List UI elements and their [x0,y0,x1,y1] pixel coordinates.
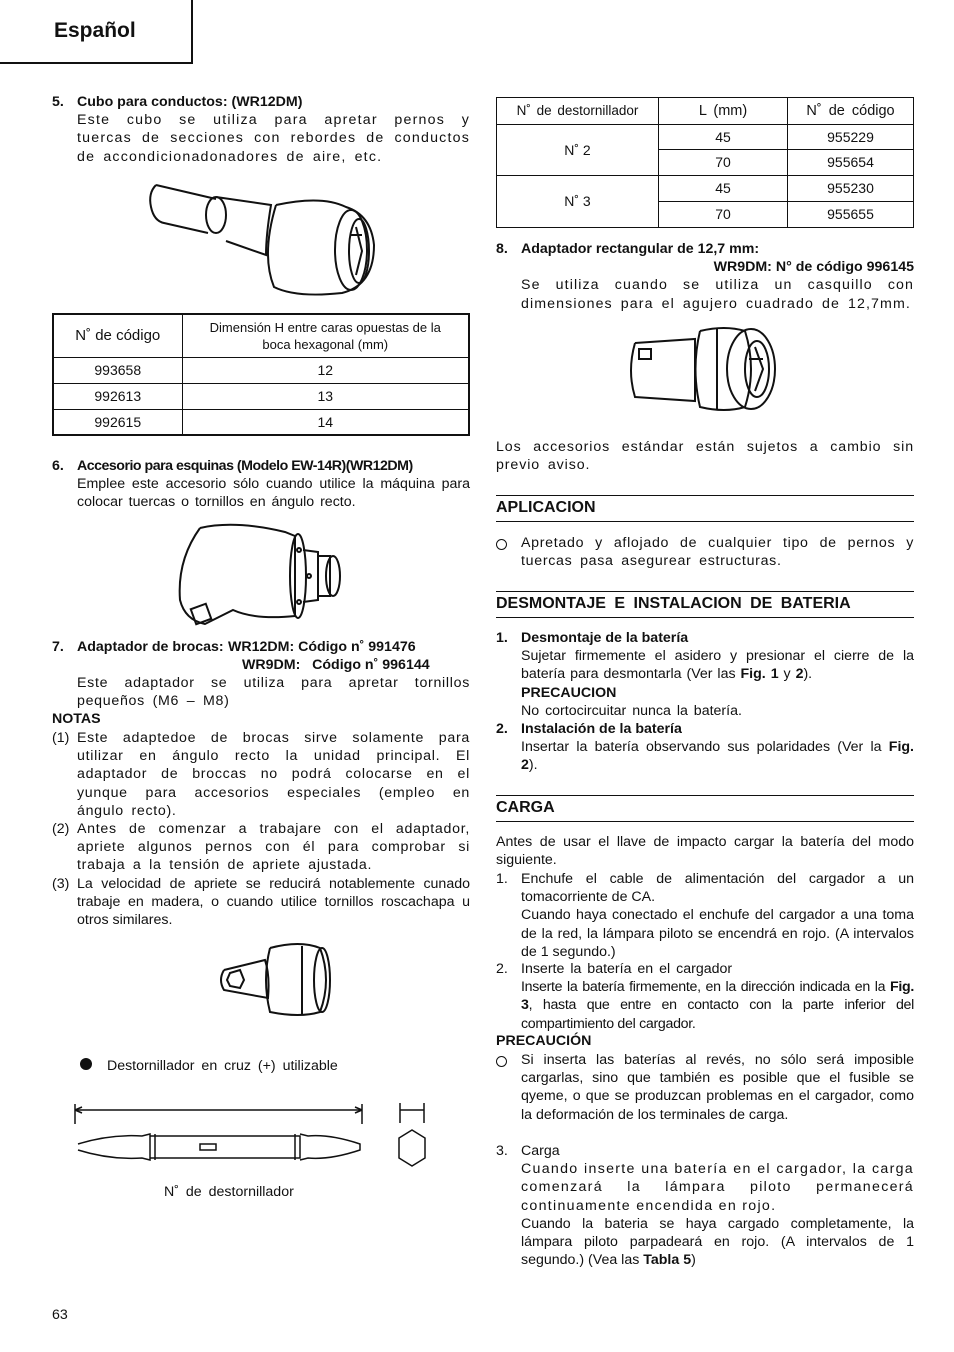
heading-aplicacion: APLICACION [496,495,914,522]
precaucion-text: Si inserta las baterías al revés, no sólo será imposible cargarlas, sino que también es posible que el fusible se qyeme, o que se produzcan problemas en el cargador, como la deformación de los terminales de carga. [521,1052,914,1123]
note-3 [52,875,470,930]
item-text-part: Cuando la bateria se haya cargado completamente, la lámpara piloto parpadeará en rojo. (A intervalos de 1 segundo.) (Vea las [521,1215,914,1269]
item-text [521,1215,914,1270]
circle-bullet-icon [496,539,507,550]
fig-ref: 1 [770,666,779,683]
note-number: (1) [52,730,70,746]
table2-group: N˚ 2 [497,125,659,176]
fig-ref: Fig. 2 [521,739,914,774]
section-7-code-2: WR9DM: Código n˚ 996144 [242,657,430,673]
section-7-text: Este adaptador se utiliza para apretar tornillos pequeños (M6 – M8) [77,675,470,710]
carga-item-2 [496,960,914,1033]
item-text: Cuando haya conectado el enchufe del cargador a una toma de la red, la lámpara piloto se encendrá en rojo. (A intervalos de 1 segundo.) [521,907,914,960]
section-5-title: Cubo para conductos: (WR12DM) [77,94,303,110]
item-number: 3. [496,1143,508,1159]
item-text-part: Insertar la batería observando sus polaridades (Ver la [521,739,889,756]
item-text-part: ) [691,1252,696,1269]
item-text: Cuando inserte una batería en el cargador, la carga comenzará la lámpara piloto permanecerá continuamente encendida en rojo. [521,1161,914,1214]
heading-carga: CARGA [496,795,914,822]
screwdriver-code-table [496,97,914,228]
aplicacion-item [496,534,914,570]
language-label: Español [54,19,136,42]
corner-attachment-illustration [175,520,350,635]
section-6-title: Accesorio para esquinas (Modelo EW-14R)(WR12DM) [77,458,413,474]
note-number: (3) [52,876,70,892]
item-text [521,738,914,774]
section-8-number: 8. [496,241,508,257]
screwdriver-bit-illustration [70,1098,435,1178]
socket-code-table [52,313,470,436]
item-text-part: ). [803,666,813,683]
bit-adapter-illustration [210,940,335,1020]
section-7-number: 7. [52,639,64,655]
notes-title-bold: NOTAS [52,711,101,727]
table2-header: L (mm) [659,98,788,125]
section-8-title: Adaptador rectangular de 12,7 mm: [521,241,760,257]
item-number: 2. [496,961,508,977]
precaucion-label: PRECAUCION [521,684,617,701]
screwdriver-label: N˚ de destornillador [164,1184,294,1200]
section-7-title: Adaptador de brocas: [77,639,224,655]
accessories-note: Los accesorios estándar están sujetos a cambio sin previo aviso. [496,439,914,474]
carga-intro: Antes de usar el llave de impacto cargar la batería del modo siguiente. [496,834,914,869]
note-2 [52,820,470,875]
screwdriver-note [80,1057,338,1075]
section-5-text: Este cubo se utiliza para apretar pernos y tuercas de secciones con rebordes de conductos de accondicionadonadores de aire, etc. [77,112,470,165]
item-text [521,647,914,683]
table2-group: N˚ 3 [497,176,659,228]
table1-cell: 13 [182,383,469,409]
fig-ref: Fig. [740,666,766,683]
carga-precaucion-item [496,1051,914,1124]
carga-item-1 [496,870,914,961]
table1-cell: 992615 [53,409,182,435]
section-6-text: Emplee este accesorio sólo cuando utilice la máquina para colocar tuercas o tornillos en ángulo recto. [77,476,470,511]
table1-header-code: N˚ de código [53,314,182,357]
table2-cell: 70 [659,150,788,176]
heading-desmontaje: DESMONTAJE E INSTALACION DE BATERIA [496,591,914,618]
aplicacion-text: Apretado y aflojado de cualquier tipo de pernos y tuercas pasa asegurear estructuras. [521,535,914,570]
note-text: Antes de comenzar a trabajare con el adaptador, apriete algunos pernos con él para comprobar si trabaja a la tensión de apriete ajustada. [77,821,470,874]
item-text: Inserte la batería en el cargador [521,961,733,977]
section-5 [52,93,470,166]
table1-cell: 14 [182,409,469,435]
item-title: Instalación de la batería [521,721,682,737]
section-7-code-1: WR12DM: Código n˚ 991476 [228,639,416,655]
section-5-number: 5. [52,94,64,110]
item-text [521,978,914,1033]
table2-cell: 955229 [788,125,914,150]
item-number: 1. [496,871,508,887]
table2-header: N˚ de código [788,98,914,125]
table1-cell: 993658 [53,357,182,383]
carga-item-3 [496,1142,914,1269]
section-6-number: 6. [52,458,64,474]
table2-cell: 45 [659,176,788,202]
carga-precaucion-label: PRECAUCIÓN [496,1033,592,1049]
item-number: 1. [496,630,508,646]
table1-cell: 12 [182,357,469,383]
item-text: Enchufe el cable de alimentación del cargador a un tomacorriente de CA. [521,871,914,906]
item-text-part: Sujetar firmemente el asidero y presionar el cierre de la batería para desmontarla (Ver las [521,648,914,683]
table2-cell: 955655 [788,202,914,228]
table1-header-dim: Dimensión H entre caras opuestas de la boca hexagonal (mm) [182,314,469,357]
item-title: Desmontaje de la batería [521,630,689,646]
section-8-code: WR9DM: N° de código 996145 [713,259,914,276]
table2-cell: 955230 [788,176,914,202]
item-text-part: Inserte la batería firmemente, en la dirección indicada en la [521,979,890,996]
table2-cell: 45 [659,125,788,150]
fig-ref: 2 [795,666,804,683]
precaucion-text: No cortocircuitar nunca la batería. [521,702,742,719]
item-text: Carga [521,1143,560,1159]
table-ref: Tabla 5 [643,1252,692,1269]
square-adapter-illustration [625,323,780,415]
socket-illustration [146,175,386,300]
item-text-part: , hasta que entre en contacto con la parte inferior del compartimiento del cargador. [521,997,914,1032]
table1-cell: 992613 [53,383,182,409]
note-text: Este adaptedoe de brocas sirve solamente para utilizar en ángulo recto la unidad principal. El adaptador de broccas no podrá colocarse en el yunque para accesorios especiales (empleo en ángulo recto). [77,730,470,819]
page-number: 63 [52,1307,68,1323]
note-1 [52,729,470,820]
table2-cell: 70 [659,202,788,228]
section-7 [52,638,470,711]
screwdriver-note-text: Destornillador en cruz (+) utilizable [106,1058,338,1074]
item-number: 2. [496,721,508,737]
circle-bullet-icon [496,1056,507,1067]
table2-cell: 955654 [788,150,914,176]
desmontaje-item-1 [496,629,914,720]
desmontaje-item-2 [496,720,914,775]
section-8-text: Se utiliza cuando se utiliza un casquillo con dimensiones para el agujero cuadrado de 12,7mm. [521,277,914,312]
fig-ref: Fig. 3 [521,979,914,1014]
note-text: La velocidad de apriete se reducirá notablemente cunado trabaje en madera, o cuando utilice tornillos roscachapa u otros similares. [77,876,470,929]
section-8 [496,240,914,313]
note-number: (2) [52,821,70,837]
item-text-part: ). [528,757,538,774]
table2-header: N˚ de destornillador [497,98,659,125]
item-text-part: y [778,666,796,683]
language-tab [0,0,193,64]
bullet-dot-icon [80,1058,92,1070]
section-6 [52,457,470,512]
